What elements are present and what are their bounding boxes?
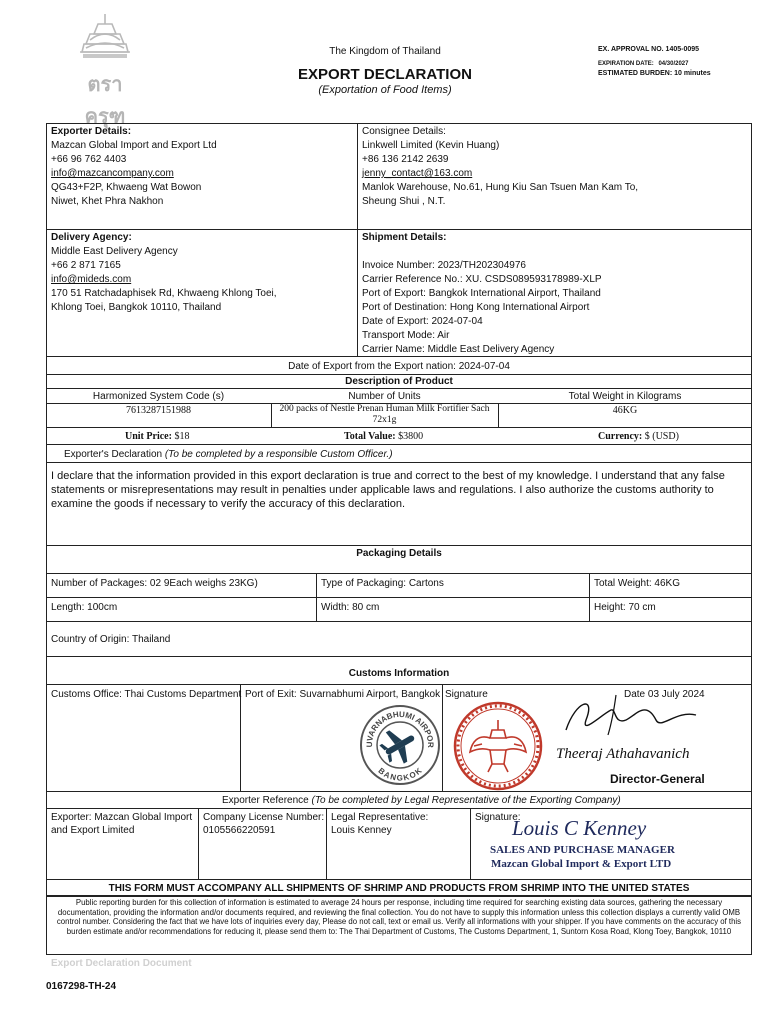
company-license-label: Company License Number:	[203, 812, 325, 823]
units-description	[271, 404, 498, 426]
divider	[46, 229, 752, 230]
divider	[442, 684, 443, 791]
spacer	[362, 245, 602, 259]
exporter-reference-note: (To be completed by Legal Representative of the Exporting Company)	[311, 795, 621, 806]
delivery-phone: +66 2 871 7165	[51, 260, 121, 271]
exporter-reference-label: Exporter Reference	[222, 795, 309, 806]
unit-price-label: Unit Price:	[125, 431, 172, 442]
transport-mode: Transport Mode: Air	[362, 330, 450, 341]
port-of-destination: Port of Destination: Hong Kong International Airport	[362, 302, 590, 313]
divider	[470, 808, 471, 879]
document-number: 0167298-TH-24	[46, 981, 117, 992]
total-value-amount: $3800	[398, 431, 424, 442]
representative-title: SALES AND PURCHASE MANAGER	[490, 844, 675, 856]
reference-signature-label: Signature:	[475, 812, 521, 823]
shrimp-notice: THIS FORM MUST ACCOMPANY ALL SHIPMENTS OF SHRIMP AND PRODUCTS FROM SHRIMP INTO THE UNITED STATES	[108, 883, 690, 894]
package-width: Width: 80 cm	[321, 602, 380, 613]
company-license-number: 0105566220591	[203, 825, 276, 836]
director-title: Director-General	[610, 772, 705, 786]
column-header-weight: Total Weight in Kilograms	[568, 391, 682, 402]
reference-exporter-line1: Exporter: Mazcan Global Import	[51, 812, 193, 823]
declaration-label	[64, 448, 393, 461]
divider	[46, 879, 752, 880]
divider	[198, 808, 199, 879]
shipment-heading: Shipment Details:	[362, 232, 447, 243]
expiration-date	[598, 61, 688, 67]
page-title: EXPORT DECLARATION	[298, 66, 472, 83]
declaration-label-note: (To be completed by a responsible Custom Officer.)	[164, 449, 393, 460]
divider	[46, 462, 752, 463]
consignee-name: Linkwell Limited (Kevin Huang)	[362, 140, 500, 151]
page-subtitle: (Exportation of Food Items)	[318, 84, 452, 96]
exporter-address-line2: Niwet, Khet Phra Nakhon	[51, 196, 164, 207]
legal-representative	[331, 811, 428, 837]
port-of-export: Port of Export: Bangkok International Airport, Thailand	[362, 288, 601, 299]
exporter-name: Mazcan Global Import and Export Ltd	[51, 140, 217, 151]
consignee-address-line1: Manlok Warehouse, No.61, Hung Kiu San Tsuen Man Kam To,	[362, 182, 639, 193]
divider	[46, 656, 752, 657]
divider	[46, 388, 752, 389]
approval-number: EX. APPROVAL NO. 1405-0095	[598, 46, 700, 53]
customs-signature-label: Signature	[445, 689, 488, 700]
consignee-details	[362, 125, 638, 209]
divider	[46, 545, 752, 546]
consignee-phone: +86 136 2142 2639	[362, 154, 449, 165]
stamp-top-text: UVARNABHUMI AIRPOR	[364, 709, 436, 748]
exporter-email-link[interactable]: info@mazcancompany.com	[51, 168, 174, 179]
date-of-export: Date of Export: 2024-07-04	[362, 316, 483, 327]
units-line2: 72x1g	[372, 415, 397, 425]
delivery-email-link[interactable]: info@mideds.com	[51, 274, 132, 285]
type-of-packaging: Type of Packaging: Cartons	[321, 578, 444, 589]
exporter-address-line1: QG43+F2P, Khwaeng Wat Bowon	[51, 182, 202, 193]
divider	[46, 684, 752, 685]
country-of-origin: Country of Origin: Thailand	[51, 634, 171, 645]
column-header-hs: Harmonized System Code (s)	[92, 391, 225, 402]
divider	[46, 621, 752, 622]
packaging-total-weight: Total Weight: 46KG	[594, 578, 680, 589]
exporter-heading: Exporter Details:	[51, 126, 132, 137]
shipment-details	[362, 231, 602, 357]
package-length: Length: 100cm	[51, 602, 118, 613]
reference-exporter	[51, 811, 192, 837]
delivery-address-line2: Khlong Toei, Bangkok 10110, Thailand	[51, 302, 222, 313]
customs-office: Customs Office: Thai Customs Department	[51, 689, 242, 700]
divider	[326, 808, 327, 879]
currency	[598, 430, 679, 443]
representative-signature: Louis C Kenney	[512, 816, 647, 840]
delivery-address-line1: 170 51 Ratchadaphisek Rd, Khwaeng Khlong Toei,	[51, 288, 277, 299]
airport-stamp	[358, 703, 442, 787]
delivery-agency	[51, 231, 277, 315]
expiration-value: 04/30/2027	[658, 61, 689, 67]
estimated-burden: ESTIMATED BURDEN: 10 minutes	[598, 70, 711, 77]
burden-statement: Public reporting burden for this collection of information is estimated to average 24 hours per response, including time required for searching existing data sources, gathering the necessary documentation, providing the information and/or documents required, and reviewing the final collection. You do not have to supply this information unless this collection displays a currently valid OMB control number. Considering the fact that we have lots of inquiries every day, Please do not call, text or email us. Verify all informations with your shipper. If you have comments on the accuracy of this burden estimate and/or recommendations for reducing it, please send them to: The Thai Department of Customs, The Customs Department, 1, Suntorn Kosa Road, Klong Toey, Bangkok, 10110	[56, 898, 742, 936]
official-red-seal	[452, 700, 544, 792]
director-signature-scribble	[556, 690, 706, 740]
number-of-packages: Number of Packages: 02 9Each weighs 23KG)	[51, 578, 258, 589]
customs-date: Date 03 July 2024	[624, 689, 705, 700]
declaration-label-text: Exporter's Declaration	[64, 449, 163, 460]
delivery-name: Middle East Delivery Agency	[51, 246, 178, 257]
legal-representative-name: Louis Kenney	[331, 825, 392, 836]
consignee-heading: Consignee Details:	[362, 126, 446, 137]
legal-representative-label: Legal Representative:	[331, 812, 429, 823]
unit-price	[125, 430, 189, 443]
reference-exporter-line2: and Export Limited	[51, 825, 135, 836]
customs-heading: Customs Information	[348, 668, 450, 679]
representative-company: Mazcan Global Import & Export LTD	[491, 858, 672, 870]
divider	[46, 791, 752, 792]
currency-value: $ (USD)	[644, 431, 679, 442]
exporter-reference	[222, 794, 621, 807]
total-value	[344, 430, 423, 443]
stamp-bottom-text: BANGKOK	[376, 766, 424, 783]
emblem-text: ตราครุฑ	[84, 74, 126, 128]
divider	[46, 597, 752, 598]
consignee-address-line2: Sheung Shui , N.T.	[362, 196, 446, 207]
garuda-icon	[470, 720, 526, 772]
document-watermark: Export Declaration Document	[51, 958, 192, 969]
hs-code: 7613287151988	[126, 405, 191, 416]
divider	[357, 123, 358, 356]
unit-price-value: $18	[174, 431, 190, 442]
packaging-heading: Packaging Details	[356, 548, 442, 559]
delivery-heading: Delivery Agency:	[51, 232, 132, 243]
kingdom-label: The Kingdom of Thailand	[329, 46, 441, 57]
units-line1: 200 packs of Nestle Prenan Human Milk Fortifier Sach	[279, 404, 490, 414]
carrier-name: Carrier Name: Middle East Delivery Agency	[362, 344, 555, 355]
package-height: Height: 70 cm	[594, 602, 656, 613]
divider	[46, 427, 752, 428]
declaration-text: I declare that the information provided in this export declaration is true and correct to the best of my knowledge. I understand that any false statements or misrepresentations may result in penalties under applicable laws and regulations. I also authorize the customs authority to examine the goods if necessary to verify the accuracy of this declaration.	[51, 470, 725, 510]
export-date-line: Date of Export from the Export nation: 2024-07-04	[288, 361, 510, 372]
invoice-number: Invoice Number: 2023/TH202304976	[362, 260, 526, 271]
exporter-phone: +66 96 762 4403	[51, 154, 127, 165]
consignee-email-link[interactable]: jenny_contact@163.com	[362, 168, 473, 179]
expiration-label: EXPIRATION DATE:	[598, 61, 654, 67]
currency-label: Currency:	[598, 431, 643, 442]
divider	[46, 444, 752, 445]
exporter-details	[51, 125, 217, 209]
description-heading: Description of Product	[345, 376, 453, 387]
divider	[46, 573, 752, 574]
column-header-units: Number of Units	[348, 391, 421, 402]
divider	[46, 808, 752, 809]
total-weight: 46KG	[612, 405, 638, 416]
director-signature-name: Theeraj Athahavanich	[556, 746, 690, 762]
carrier-reference: Carrier Reference No.: XU. CSDS089593178989-XLP	[362, 274, 602, 285]
thai-emblem	[70, 10, 140, 128]
company-license	[203, 811, 324, 837]
port-of-exit: Port of Exit: Suvarnabhumi Airport, Bangkok	[245, 689, 441, 700]
total-value-label: Total Value:	[344, 431, 396, 442]
